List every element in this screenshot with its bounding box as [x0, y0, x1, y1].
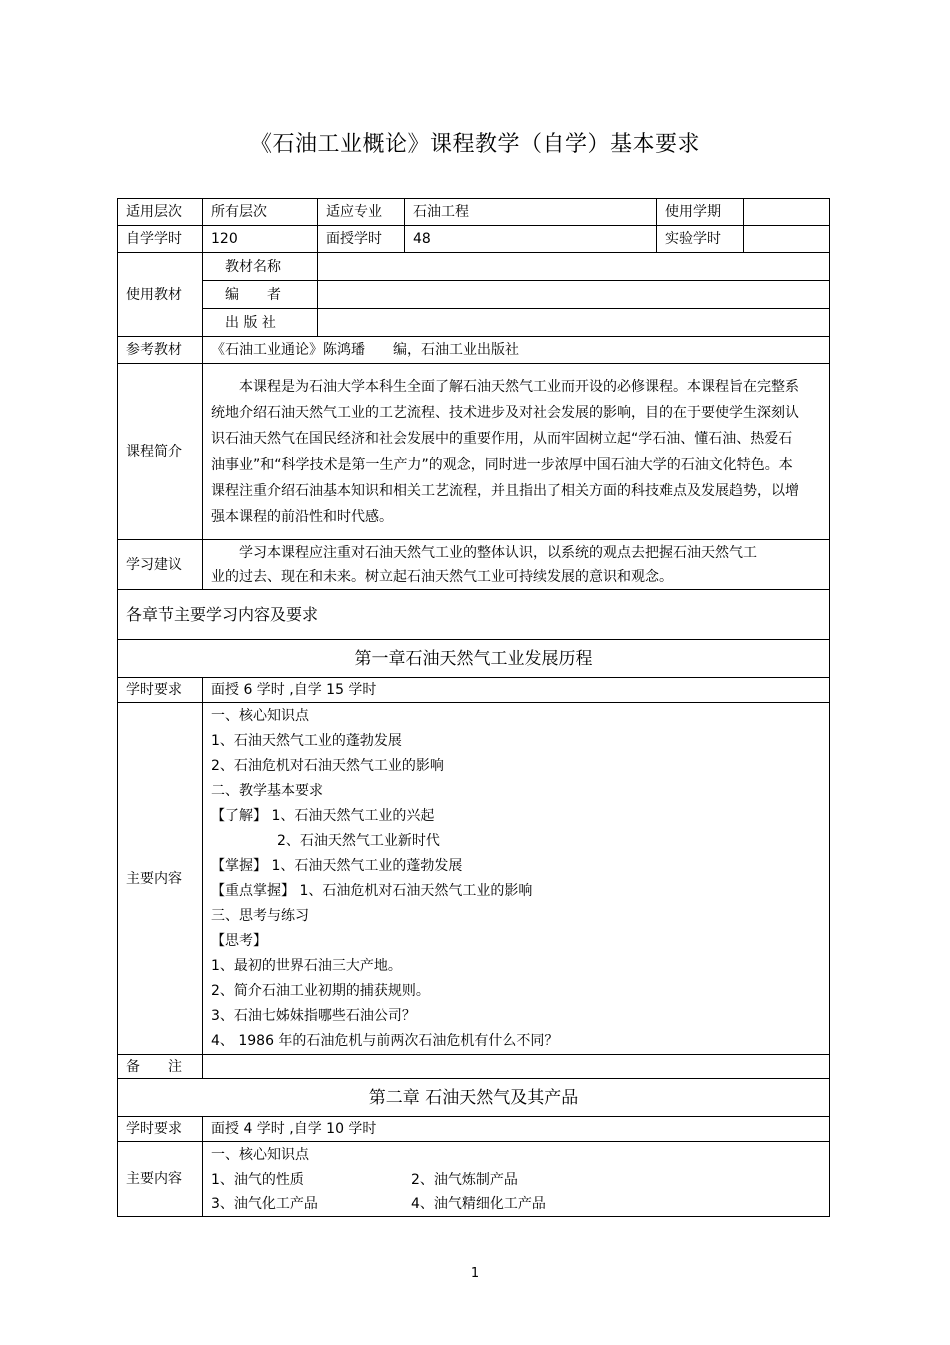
content-item: 2、油气炼制产品	[411, 1172, 518, 1188]
info-row-2	[118, 226, 830, 253]
chapter1-title-row	[118, 640, 830, 678]
lab-hours-value	[744, 226, 830, 253]
advice-row	[118, 540, 830, 590]
chapter1-content-row	[118, 703, 830, 1055]
chapter1-content	[203, 703, 830, 1055]
self-hours-label: 自学学时	[118, 226, 203, 253]
term-value	[744, 199, 830, 226]
content-line: 2、石油天然气工业新时代	[277, 832, 440, 849]
textbook-editor-row	[118, 281, 830, 309]
content-line: 3、石油七姊妹指哪些石油公司？	[211, 1007, 416, 1024]
textbook-name-label: 教材名称	[203, 253, 318, 281]
content-line: 4、 1986 年的石油危机与前两次石油危机有什么不同？	[211, 1032, 559, 1049]
textbook-publisher-value	[318, 309, 830, 337]
self-hours-value: 120	[203, 226, 318, 253]
section-heading: 各章节主要学习内容及要求	[118, 590, 830, 640]
chapter1-content-label: 主要内容	[118, 703, 203, 1055]
textbook-name-row	[118, 253, 830, 281]
intro-label: 课程简介	[118, 364, 203, 540]
textbook-publisher-label: 出 版 社	[203, 309, 318, 337]
document-title: 《石油工业概论》课程教学（自学）基本要求	[249, 132, 700, 157]
chapter1-hours-row	[118, 678, 830, 703]
term-label: 使用学期	[657, 199, 744, 226]
section-heading-row	[118, 590, 830, 640]
content-line: 1、最初的世界石油三大产地。	[211, 957, 402, 974]
major-label: 适应专业	[318, 199, 405, 226]
major-value: 石油工程	[405, 199, 657, 226]
content-line: 【重点掌握】 1、石油危机对石油天然气工业的影响	[211, 882, 533, 899]
chapter2-title: 第二章 石油天然气及其产品	[118, 1079, 830, 1117]
content-line: 【了解】 1、石油天然气工业的兴起	[211, 807, 435, 824]
level-value: 所有层次	[203, 199, 318, 226]
content-line: 【掌握】 1、石油天然气工业的蓬勃发展	[211, 857, 463, 874]
textbook-name-value	[318, 253, 830, 281]
chapter2-content	[203, 1142, 830, 1217]
content-line: 【思考】	[211, 932, 267, 949]
content-line: 一、核心知识点	[211, 1147, 309, 1163]
page-number: 1	[470, 1266, 480, 1281]
chapter2-hours-label: 学时要求	[118, 1117, 203, 1142]
info-row-1	[118, 199, 830, 226]
content-line: 2、石油危机对石油天然气工业的影响	[211, 757, 444, 774]
lab-hours-label: 实验学时	[657, 226, 744, 253]
chapter1-hours-label: 学时要求	[118, 678, 203, 703]
reference-value: 《石油工业通论》陈鸿璠 编，石油工业出版社	[203, 337, 830, 364]
textbook-publisher-row	[118, 309, 830, 337]
reference-row	[118, 337, 830, 364]
content-line: 一、核心知识点	[211, 707, 309, 724]
lecture-hours-label: 面授学时	[318, 226, 405, 253]
textbook-label: 使用教材	[118, 253, 203, 337]
chapter1-hours-value: 面授 6 学时 ,自学 15 学时	[203, 678, 830, 703]
content-item: 3、油气化工产品	[211, 1196, 318, 1212]
content-line: 2、简介石油工业初期的捕获规则。	[211, 982, 430, 999]
content-line	[211, 1192, 821, 1216]
chapter2-hours-value: 面授 4 学时 ,自学 10 学时	[203, 1117, 830, 1142]
chapter1-remark-value	[203, 1055, 830, 1079]
lecture-hours-value: 48	[405, 226, 657, 253]
level-label: 适用层次	[118, 199, 203, 226]
textbook-editor-value	[318, 281, 830, 309]
textbook-editor-label: 编 者	[203, 281, 318, 309]
content-item: 1、油气的性质	[211, 1172, 304, 1188]
chapter2-content-row	[118, 1142, 830, 1217]
content-line	[211, 1168, 821, 1192]
chapter1-remark-label: 备 注	[118, 1055, 203, 1079]
chapter2-content-label: 主要内容	[118, 1142, 203, 1217]
content-line: 三、思考与练习	[211, 907, 309, 924]
chapter1-title: 第一章石油天然气工业发展历程	[118, 640, 830, 678]
content-line: 二、教学基本要求	[211, 782, 323, 799]
content-item: 4、油气精细化工产品	[411, 1196, 546, 1212]
chapter2-title-row	[118, 1079, 830, 1117]
chapter1-remark-row	[118, 1055, 830, 1079]
content-line: 1、石油天然气工业的蓬勃发展	[211, 732, 402, 749]
course-requirements-table	[117, 198, 830, 1217]
reference-label: 参考教材	[118, 337, 203, 364]
advice-label: 学习建议	[118, 540, 203, 590]
intro-row	[118, 364, 830, 540]
chapter2-hours-row	[118, 1117, 830, 1142]
advice-text: 学习本课程应注重对石油天然气工业的整体认识，以系统的观点去把握石油天然气工业的过去、现在和未来。树立起石油天然气工业可持续发展的意识和观念。	[211, 544, 757, 585]
intro-text: 本课程是为石油大学本科生全面了解石油天然气工业而开设的必修课程。本课程旨在完整系统地介绍石油天然气工业的工艺流程、技术进步及对社会发展的影响，目的在于要使学生深刻认识石油天然气在国民经济和社会发展中的重要作用，从而牢固树立起“学石油、懂石油、热爱石油事业”和“科学技术是第一生产力”的观念，同时进一步浓厚中国石油大学的石油文化特色。本课程注重介绍石油基本知识和相关工艺流程，并且指出了相关方面的科技难点及发展趋势，以增强本课程的前沿性和时代感。	[211, 378, 799, 525]
